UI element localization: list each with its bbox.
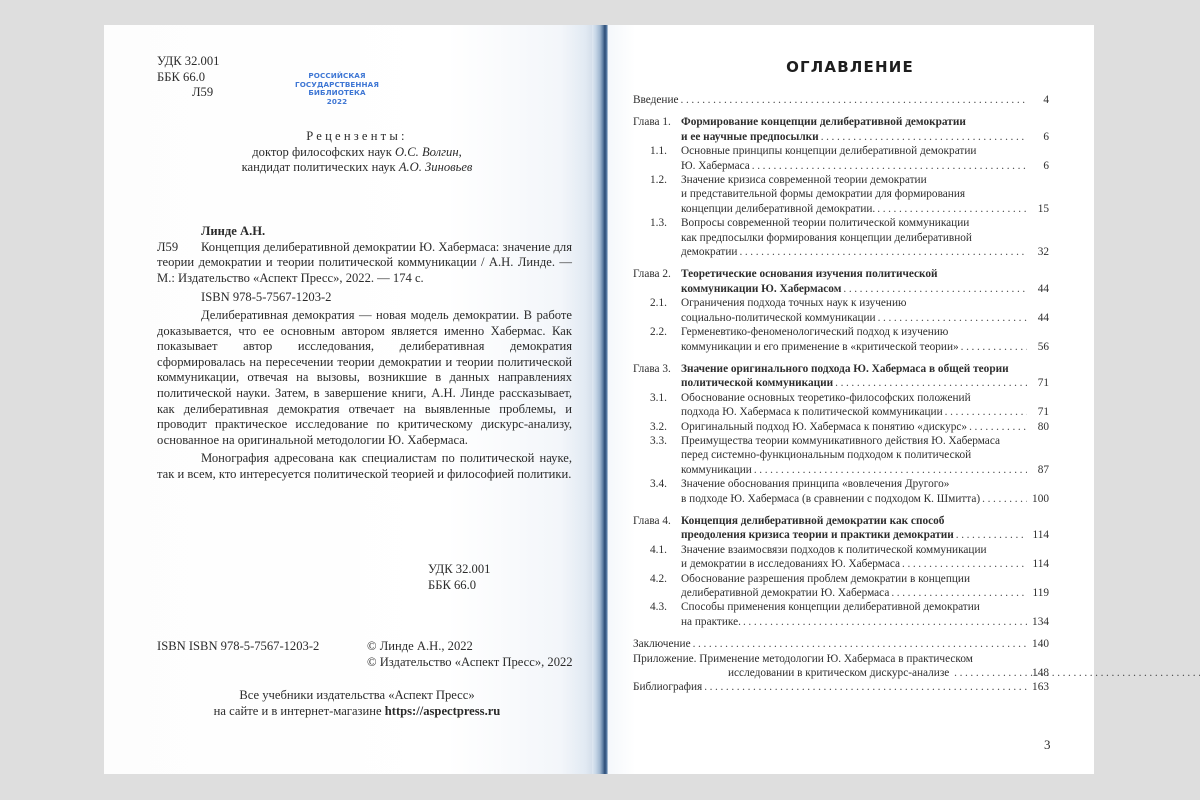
toc-title-line: Вопросы современной теории политической коммуникации	[681, 217, 970, 230]
toc-entry[interactable]	[633, 477, 1049, 506]
toc-title-text: концепции делиберативной демократии.	[681, 202, 876, 215]
leader-dots	[961, 340, 1027, 354]
toc-title-last-line	[681, 202, 1027, 216]
toc-title-last-line	[681, 405, 1027, 419]
toc-entry-title	[633, 144, 1049, 173]
toc-entry[interactable]	[633, 362, 1049, 391]
leader-dots	[877, 202, 1027, 216]
toc-entry[interactable]	[633, 420, 1049, 434]
reviewer-1	[157, 145, 557, 161]
toc-page-number: 32	[1037, 246, 1049, 259]
toc-page-number: 163	[1032, 681, 1049, 694]
reviewer-name: А.О. Зиновьев	[398, 160, 473, 175]
toc-title-line: как предпосылки формирования концепции делиберативной	[681, 231, 972, 244]
toc-entry-title	[633, 652, 1049, 681]
toc-title-last-line	[681, 557, 1027, 571]
toc-title-last-line	[681, 420, 1027, 434]
toc-entry-title	[633, 296, 1049, 325]
section-number: 1.2.	[650, 174, 667, 187]
toc-title-line: Способы применения концепции делиберативной демократии	[681, 601, 980, 614]
leader-dots	[982, 492, 1027, 506]
toc-title-text: исследовании в критическом дискурс-анализе	[728, 667, 953, 680]
leader-dots	[902, 557, 1027, 571]
toc-title-text: Заключение	[633, 638, 691, 651]
toc-title-last-line	[681, 615, 1027, 629]
leader-dots	[835, 376, 1027, 390]
record-code: Л59	[157, 239, 179, 254]
record-isbn: ISBN 978-5-7567-1203-2	[201, 290, 332, 305]
record-description	[157, 240, 572, 287]
page-number: 3	[1044, 737, 1051, 752]
toc-title-last-line	[681, 159, 1027, 173]
toc-title-text: коммуникации	[681, 463, 752, 476]
toc-title-last-line	[681, 492, 1027, 506]
publisher-note	[157, 688, 557, 719]
toc-entry[interactable]	[633, 652, 1049, 681]
toc-title-line: Формирование концепции делиберативной демократии	[681, 116, 966, 129]
leader-dots	[945, 405, 1027, 419]
toc-entry[interactable]	[633, 514, 1049, 543]
toc-page-number: 140	[1032, 638, 1049, 651]
toc-title-text: Библиография	[633, 681, 703, 694]
toc-entry-title	[633, 637, 1049, 651]
reviewer-name: О.С. Волгин	[395, 144, 459, 159]
copyright-publisher: © Издательство «Аспект Пресс», 2022	[367, 654, 573, 669]
toc-title-text: Оригинальный подход Ю. Хабермаса к понятию «дискурс»	[681, 420, 968, 433]
toc-entry[interactable]	[633, 173, 1049, 216]
toc-title-line: Приложение. Применение методологии Ю. Хабермаса в практическом	[633, 652, 973, 665]
toc-entry[interactable]	[633, 216, 1049, 259]
toc-title-last-line	[681, 311, 1027, 325]
toc-title-last-line	[681, 463, 1027, 477]
toc-title-last-line	[633, 666, 1027, 680]
leader-dots	[843, 282, 1027, 296]
toc-entry[interactable]	[633, 267, 1049, 296]
toc-page-number: 71	[1037, 406, 1049, 419]
publisher-line	[157, 704, 557, 720]
leader-dots	[743, 615, 1027, 629]
leader-dots	[956, 528, 1027, 542]
toc-title-text: социально-политической коммуникации	[681, 311, 876, 324]
toc-title-line: Теоретические основания изучения политической	[681, 268, 938, 281]
toc-title-text: преодоления кризиса теории и практики демократии	[681, 529, 954, 542]
toc-entry-title	[633, 391, 1049, 420]
leader-dots	[969, 420, 1027, 434]
copyright-block	[367, 639, 573, 670]
bibliographic-record	[157, 224, 572, 306]
section-number: 3.1.	[650, 391, 667, 404]
chapter-number: Глава 2.	[633, 268, 671, 281]
toc-title-text: Введение	[633, 94, 679, 106]
catalog-codes	[157, 54, 219, 101]
toc-entry-title	[633, 600, 1049, 629]
leader-dots	[693, 637, 1027, 651]
toc-entry[interactable]	[633, 680, 1049, 694]
toc-title-text: подхода Ю. Хабермаса к политической коммуникации	[681, 406, 943, 419]
toc-page-number: 114	[1032, 558, 1049, 571]
bbk-code: ББК 66.0	[428, 577, 477, 592]
leader-dots	[754, 463, 1027, 477]
udk-code	[157, 54, 219, 70]
toc-entry[interactable]	[633, 115, 1049, 144]
toc-title-line: Значение кризиса современной теории демократии	[681, 174, 927, 187]
toc-title-last-line	[681, 528, 1027, 542]
toc-page-number: 15	[1037, 202, 1049, 215]
table-of-contents	[633, 93, 1049, 695]
toc-title-text: политической коммуникации	[681, 377, 834, 390]
reviewer-degree: доктор философских наук	[252, 144, 395, 159]
toc-page-number: 148	[1032, 667, 1049, 680]
toc-entry-title	[633, 434, 1049, 477]
toc-title-line: Концепция делиберативной демократии как способ	[681, 514, 945, 527]
publisher-url-link[interactable]: https://aspectpress.ru	[384, 703, 501, 718]
toc-entry-title	[633, 173, 1049, 216]
toc-title-text: и ее научные предпосылки	[681, 130, 819, 143]
toc-page-number: 114	[1032, 529, 1049, 542]
stamp-line: БИБЛИОТЕКА	[308, 88, 366, 98]
udk-code: УДК 32.001	[428, 562, 491, 576]
isbn-bottom: ISBN ISBN 978-5-7567-1203-2	[157, 639, 320, 653]
toc-page-number: 87	[1037, 463, 1049, 476]
reviewers-block	[157, 129, 557, 176]
record-description-text: Концепция делиберативной демократии Ю. Хабермаса: значение для теории демократии и теории политической коммуникации / А.Н. Линде. — М.: Издательство «Аспект Пресс», 2022. — 174 с.	[157, 239, 572, 285]
book-spread	[104, 25, 1094, 774]
reviewers-title: Рецензенты:	[306, 129, 408, 143]
toc-entry[interactable]	[633, 600, 1049, 629]
toc-entry[interactable]	[633, 296, 1049, 325]
leader-dots	[891, 586, 1027, 600]
section-number: 4.3.	[650, 601, 667, 614]
toc-page-number: 44	[1037, 282, 1049, 295]
toc-title-line: Обоснование разрешения проблем демократии в концепции	[681, 572, 970, 585]
chapter-number: Глава 4.	[633, 514, 671, 527]
toc-title-last-line	[681, 282, 1027, 296]
toc-page-number: 4	[1043, 94, 1049, 106]
toc-title-last-line	[681, 130, 1027, 144]
leader-dots	[954, 667, 1200, 679]
annotation	[157, 308, 572, 486]
toc-entry-title	[633, 477, 1049, 506]
section-number: 1.3.	[650, 217, 667, 230]
toc-title-text: демократии	[681, 246, 738, 259]
section-number: 3.3.	[650, 434, 667, 447]
library-stamp	[292, 72, 382, 106]
toc-entry-title	[633, 93, 1049, 107]
toc-entry[interactable]	[633, 93, 1049, 107]
toc-title-line: Обоснование основных теоретико-философских положений	[681, 391, 971, 404]
toc-entry-title	[633, 572, 1049, 601]
toc-title-text: в подходе Ю. Хабермаса (в сравнении с подходом К. Шмитта)	[681, 492, 981, 505]
chapter-number: Глава 3.	[633, 362, 671, 375]
leader-dots	[752, 159, 1027, 173]
toc-page-number: 80	[1037, 420, 1049, 433]
toc-entry[interactable]	[633, 434, 1049, 477]
stamp-line: ГОСУДАРСТВЕННАЯ	[295, 79, 379, 89]
toc-entry-title	[633, 325, 1049, 354]
reviewer-degree: кандидат политических наук	[241, 160, 399, 175]
annotation-paragraph: Делиберативная демократия — новая модель демократии. В работе доказывается, что ее основным автором является именно Хабермас. Как показывает автор исследования, делиберативная демократия сформировалась на пересечении теории демократии и теории политической коммуникации, отвечая на вызовы, возникшие в данных направлениях политической науки. Затем, в завершение книги, А.Н. Линде рассказывает, как делиберативная демократия отвечает на выявленные проблемы, и проводит практическое исследование по критическому дискурс-анализу, основанное на оригинальной методологии Ю. Хабермаса.	[157, 308, 572, 447]
toc-title-last-line	[681, 586, 1027, 600]
stamp-line: РОССИЙСКАЯ	[308, 71, 366, 80]
toc-page-number: 119	[1032, 587, 1049, 599]
toc-page-number: 134	[1032, 615, 1049, 628]
toc-entry[interactable]	[633, 144, 1049, 173]
toc-entry[interactable]	[633, 637, 1049, 651]
toc-title-line: Ограничения подхода точных наук к изучению	[681, 297, 907, 310]
toc-entry-title	[633, 362, 1049, 391]
toc-title-text: и демократии в исследованиях Ю. Хабермаса	[681, 558, 901, 571]
section-number: 1.1.	[650, 145, 667, 158]
record-author: Линде А.Н.	[201, 224, 266, 238]
toc-entry[interactable]	[633, 572, 1049, 601]
toc-page-number: 100	[1032, 492, 1049, 505]
publisher-line: Все учебники издательства «Аспект Пресс»	[239, 688, 475, 702]
section-number: 3.2.	[650, 420, 667, 433]
bbk-value: 66.0	[183, 69, 206, 84]
toc-entry-title	[633, 543, 1049, 572]
toc-title-line: Значение оригинального подхода Ю. Хабермаса в общей теории	[681, 362, 1009, 375]
catalog-codes-bottom	[428, 562, 490, 593]
toc-entry-title	[633, 420, 1049, 434]
publisher-line-text: на сайте и в интернет-магазине	[213, 703, 385, 718]
leader-dots	[739, 245, 1027, 259]
toc-title-last-line	[633, 93, 1027, 107]
udk-value: 32.001	[184, 54, 220, 68]
toc-entry-title	[633, 115, 1049, 144]
chapter-number: Глава 1.	[633, 116, 671, 129]
toc-entry-title	[633, 267, 1049, 296]
leader-dots	[878, 311, 1027, 325]
section-number: 4.1.	[650, 543, 667, 556]
toc-page-number: 6	[1043, 130, 1049, 143]
toc-title-line: Герменевтико-феноменологический подход к изучению	[681, 326, 949, 339]
udk-label: УДК	[157, 54, 182, 68]
bbk-code	[157, 70, 219, 86]
toc-entry-title	[633, 514, 1049, 543]
toc-title-last-line	[633, 637, 1027, 651]
toc-page-number: 71	[1037, 377, 1049, 390]
toc-page-number: 6	[1043, 159, 1049, 172]
toc-entry[interactable]	[633, 325, 1049, 354]
book-spine	[592, 25, 608, 774]
author-sign: Л59	[192, 85, 214, 100]
toc-title-last-line	[681, 245, 1027, 259]
toc-title-line: Значение взаимосвязи подходов к политической коммуникации	[681, 543, 987, 556]
stamp-year: 2022	[326, 96, 348, 106]
bbk-label: ББК	[157, 69, 180, 84]
leader-dots	[821, 130, 1027, 144]
toc-title-line: Значение обоснования принципа «вовлечения Другого»	[681, 478, 950, 491]
toc-title-last-line	[681, 376, 1027, 390]
toc-title-line: и представительной формы демократии для формирования	[681, 188, 966, 201]
toc-title-text: Ю. Хабермаса	[681, 159, 750, 172]
annotation-paragraph: Монография адресована как специалистам по политической науке, так и всем, кто интересуется политической теорией и философией политики.	[157, 451, 572, 481]
reviewer-2	[157, 160, 557, 176]
copyright-author: © Линде А.Н., 2022	[367, 639, 473, 653]
toc-entry[interactable]	[633, 391, 1049, 420]
toc-title: ОГЛАВЛЕНИЕ	[786, 58, 914, 76]
leader-dots	[681, 93, 1027, 107]
section-number: 3.4.	[650, 478, 667, 491]
toc-page-number: 56	[1037, 340, 1049, 353]
section-number: 2.1.	[650, 297, 667, 310]
leader-dots	[704, 680, 1027, 694]
toc-entry-title	[633, 216, 1049, 259]
toc-title-line: Основные принципы концепции делиберативной демократии	[681, 145, 977, 158]
section-number: 4.2.	[650, 572, 667, 585]
toc-title-last-line	[633, 680, 1027, 694]
toc-entry-title	[633, 680, 1049, 694]
toc-title-last-line	[681, 340, 1027, 354]
toc-title-text: на практике.	[681, 615, 741, 628]
toc-title-text: делиберативной демократии Ю. Хабермаса	[681, 587, 890, 599]
punctuation: ,	[458, 144, 462, 159]
toc-page-number: 44	[1037, 311, 1049, 324]
toc-title-text: коммуникации Ю. Хабермасом	[681, 282, 842, 295]
toc-title-line: перед системно-функциональным подходом к политической	[681, 449, 972, 462]
toc-entry[interactable]	[633, 543, 1049, 572]
toc-title-text: коммуникации и его применение в «критической теории»	[681, 340, 959, 353]
section-number: 2.2.	[650, 326, 667, 339]
toc-title-line: Преимущества теории коммуникативного действия Ю. Хабермаса	[681, 434, 1000, 447]
